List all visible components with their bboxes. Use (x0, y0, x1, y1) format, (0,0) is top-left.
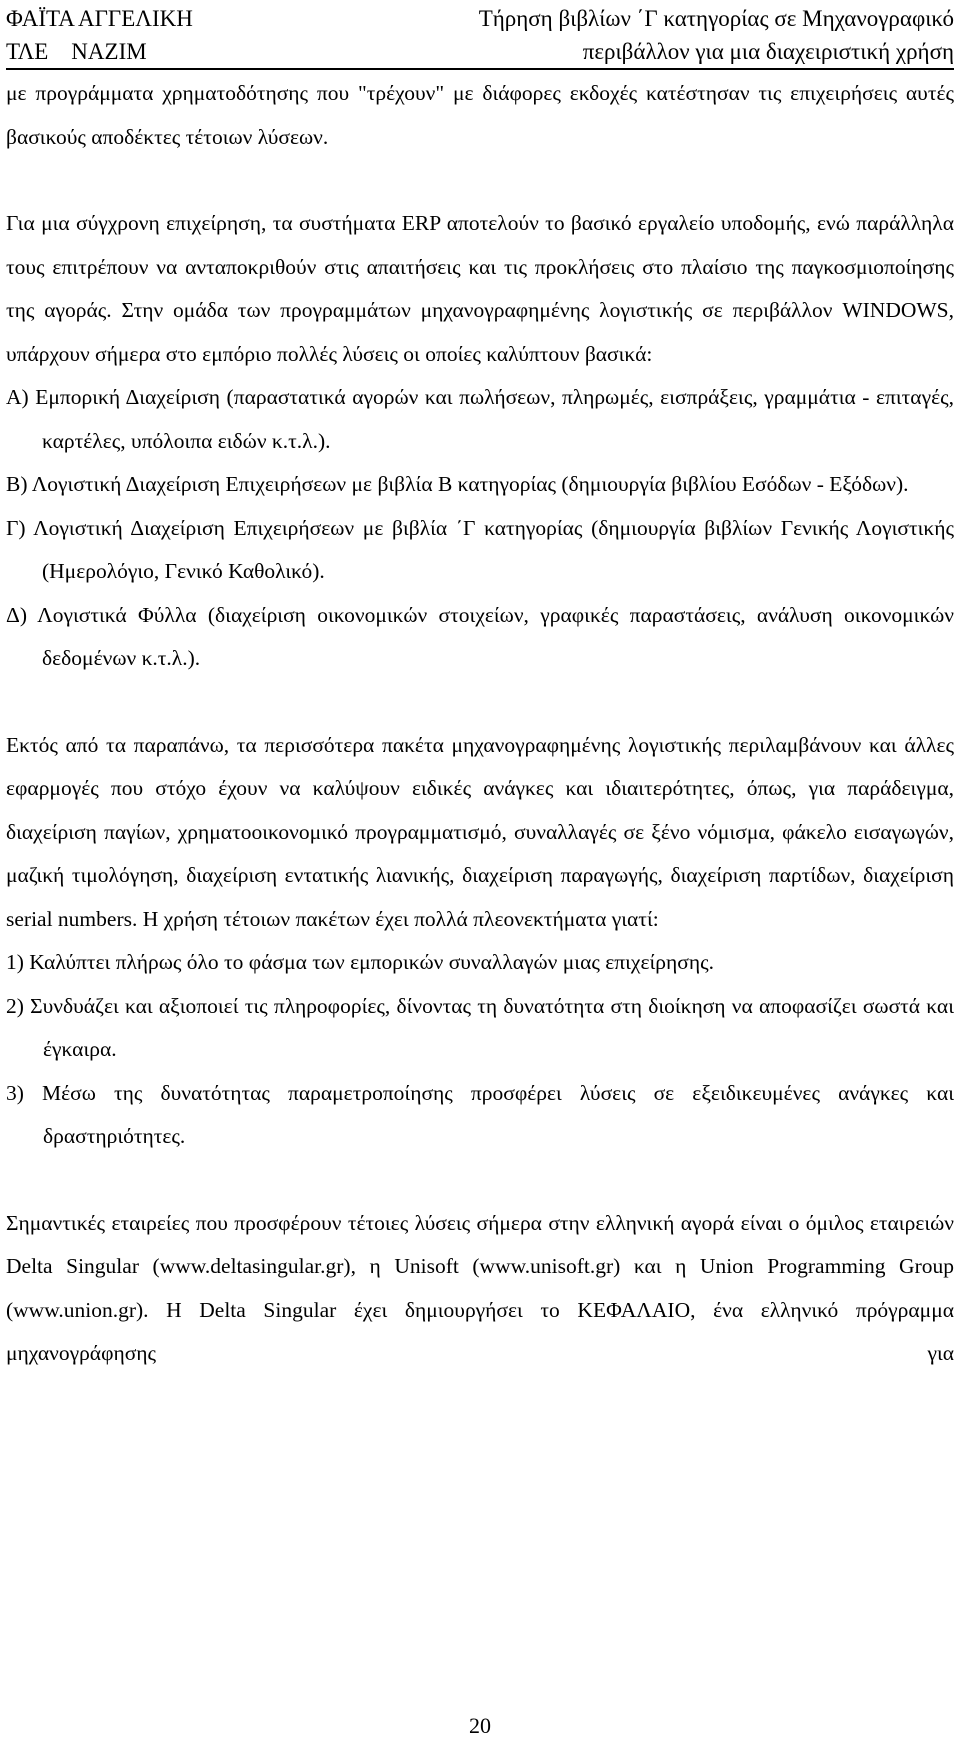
list-item-a: Α) Εμπορική Διαχείριση (παραστατικά αγορών και πωλήσεων, πληρωμές, εισπράξεις, γραμμάτια - επιταγές, καρτέλες, υπόλοιπα ειδών κ.τ.λ.). (6, 385, 954, 453)
header-department: ΤΛΕ ΝΑΖΙΜ (6, 39, 147, 64)
list-item-2: 2) Συνδυάζει και αξιοποιεί τις πληροφορίες, δίνοντας τη δυνατότητα στη διοίκηση να αποφασίζει σωστά και έγκαιρα. (6, 993, 954, 1061)
header-author (6, 2, 193, 68)
document-body (6, 72, 954, 1376)
paragraph-gap (6, 681, 954, 724)
list-item-3: 3) Μέσω της δυνατότητας παραμετροποίησης προσφέρει λύσεις σε εξειδικευμένες ανάγκες και δραστηριότητες. (6, 1080, 954, 1148)
page-header (6, 2, 954, 70)
header-title (479, 2, 954, 68)
paragraph-erp: Για μια σύγχρονη επιχείρηση, τα συστήματα ERP αποτελούν το βασικό εργαλείο υποδομής, ενώ παράλληλα τους επιτρέπουν να ανταποκριθούν στις απαιτήσεις και τις προκλήσεις στο πλαίσιο της παγκοσμιοποίησης της αγοράς. Στην ομάδα των προγραμμάτων μηχανογραφημένης λογιστικής σε περιβάλλον WINDOWS, υπάρχουν σήμερα στο εμπόριο πολλές λύσεις οι οποίες καλύπτουν βασικά: (6, 211, 954, 366)
list-item-b: Β) Λογιστική Διαχείριση Επιχειρήσεων με βιβλία Β κατηγορίας (δημιουργία βιβλίου Εσόδων - Εξόδων). (6, 472, 909, 496)
header-title-line2: περιβάλλον για μια διαχειριστική χρήση (582, 39, 954, 64)
header-author-name: ΦΑΪΤΑ ΑΓΓΕΛΙΚΗ (6, 6, 193, 31)
page-number: 20 (469, 1713, 491, 1738)
paragraph-extras: Εκτός από τα παραπάνω, τα περισσότερα πακέτα μηχανογραφημένης λογιστικής περιλαμβάνουν και άλλες εφαρμογές που στόχο έχουν να καλύψουν ειδικές ανάγκες και ιδιαιτερότητες, όπως, για παράδειγμα, διαχείριση παγίων, χρηματοοικονομικό προγραμματισμό, συναλλαγές σε ξένο νόμισμα, φάκελο εισαγωγών, μαζική τιμολόγηση, διαχείριση εντατικής λιανικής, διαχείριση παραγωγής, διαχείριση παρτίδων, διαχείριση serial numbers. Η χρήση τέτοιων πακέτων έχει πολλά πλεονεκτήματα γιατί: (6, 732, 954, 931)
paragraph-continuation: με προγράμματα χρηματοδότησης που "τρέχουν" με διάφορες εκδοχές κατέστησαν τις επιχειρήσεις αυτές βασικούς αποδέκτες τέτοιων λύσεων. (6, 81, 954, 149)
list-item-d: Δ) Λογιστικά Φύλλα (διαχείριση οικονομικών στοιχείων, γραφικές παραστάσεις, ανάλυση οικονομικών δεδομένων κ.τ.λ.). (6, 602, 954, 670)
list-item-1: 1) Καλύπτει πλήρως όλο το φάσμα των εμπορικών συναλλαγών μιας επιχείρησης. (6, 950, 714, 974)
paragraph-companies: Σημαντικές εταιρείες που προσφέρουν τέτοιες λύσεις σήμερα στην ελληνική αγορά είναι ο όμιλος εταιρειών Delta Singular (www.deltasingular.gr), η Unisoft (www.unisoft.gr) και η Union Programming Group (www.union.gr). Η Delta Singular έχει δημιουργήσει το ΚΕΦΑΛΑΙΟ, ένα ελληνικό πρόγραμμα μηχανογράφησης για (6, 1210, 954, 1365)
paragraph-gap (6, 1159, 954, 1202)
paragraph-gap (6, 159, 954, 202)
list-item-c: Γ) Λογιστική Διαχείριση Επιχειρήσεων με βιβλία ΄Γ κατηγορίας (δημιουργία βιβλίων Γενικής Λογιστικής (Ημερολόγιο, Γενικό Καθολικό). (6, 515, 954, 583)
header-title-line1: Τήρηση βιβλίων ΄Γ κατηγορίας σε Μηχανογραφικό (478, 6, 954, 31)
